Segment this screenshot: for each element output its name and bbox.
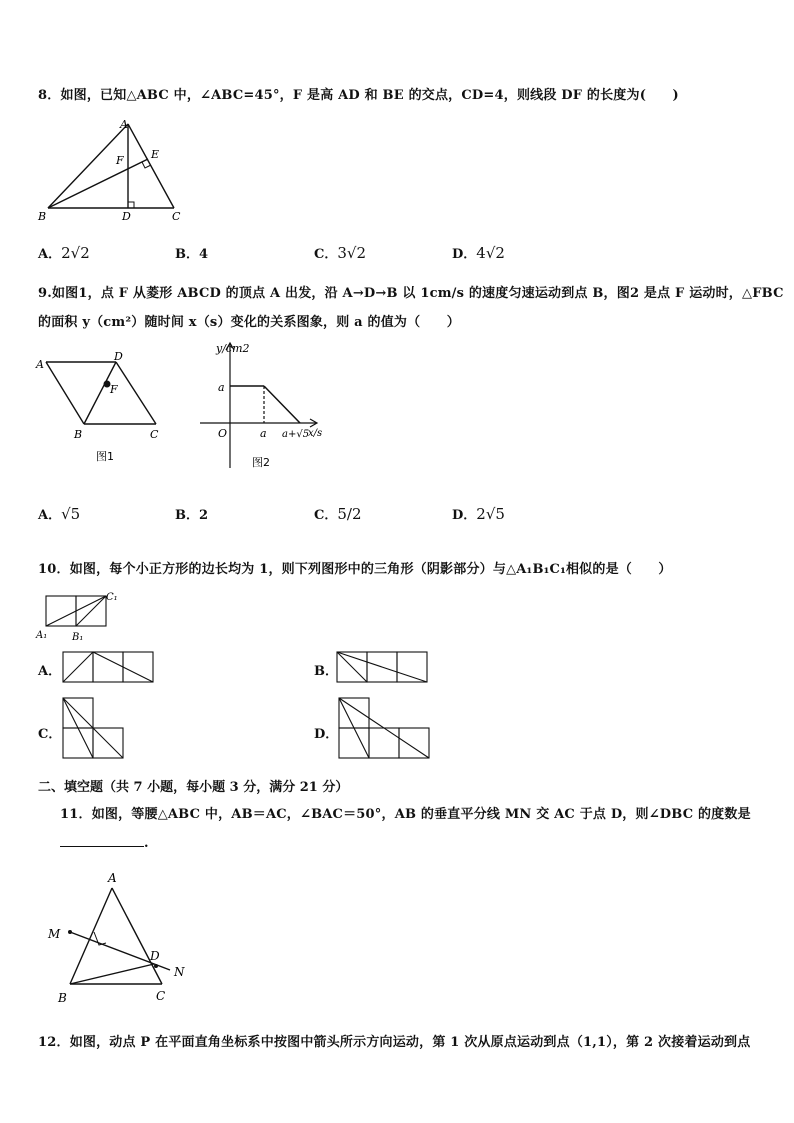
q8-option-b[interactable] (175, 243, 208, 262)
option-letter: A． (38, 508, 62, 523)
q9-fig1-label-a: A (36, 358, 44, 371)
q10-option-a-letter[interactable]: A． (38, 664, 62, 679)
q9-fig1-label-c: C (150, 428, 159, 441)
option-value: 3√2 (337, 244, 367, 262)
q9-option-c[interactable] (314, 504, 362, 523)
option-value: 4√2 (476, 244, 505, 262)
q11-answer-line[interactable] (60, 832, 149, 851)
q8-label-d: D (122, 210, 131, 223)
q9-fig2-a-x-tick: a (260, 427, 267, 440)
q8-label-b: B (38, 210, 47, 223)
question-9-line1: 9.如图1，点 F 从菱形 ABCD 的顶点 A 出发，沿 A→D→B 以 1cm/s 的速度匀速运动到点 B，图2 是点 F 运动时，△FBC (38, 286, 784, 301)
question-8-text: 8．如图，已知△ABC 中，∠ABC=45°，F 是高 AD 和 BE 的交点，CD=4，则线段 DF 的长度为( ) (38, 88, 679, 103)
question-10-text: 10．如图，每个小正方形的边长均为 1，则下列图形中的三角形（阴影部分）与△A₁B₁C₁相似的是（ ） (38, 562, 672, 577)
section-2-title: 二、填空题（共 7 小题，每小题 3 分，满分 21 分） (38, 780, 349, 795)
q8-option-d[interactable] (452, 243, 505, 262)
question-8-figure (34, 114, 194, 226)
q8-label-c: C (172, 210, 181, 223)
option-letter: A． (38, 247, 62, 262)
question-8-options (38, 243, 638, 265)
question-9-options (38, 496, 638, 536)
option-value: 2√5 (476, 505, 505, 523)
q8-label-e: E (151, 148, 160, 161)
q8-option-c[interactable] (314, 243, 366, 262)
q10-option-b-letter[interactable]: B． (314, 664, 338, 679)
option-value: 4 (199, 247, 209, 262)
q8-label-f: F (116, 154, 124, 167)
question-11-figure (40, 866, 200, 1010)
q10-label-a1: A₁ (36, 630, 48, 641)
q10-label-b1: B₁ (72, 632, 84, 643)
q9-option-a[interactable] (38, 504, 80, 523)
option-letter: D． (452, 508, 477, 523)
q11-label-m: M (48, 927, 61, 941)
q9-fig1-caption: 图1 (96, 450, 114, 463)
q9-option-b[interactable] (175, 504, 208, 523)
q10-option-d-letter[interactable]: D． (314, 727, 339, 742)
q9-fig2-y-label: y/cm2 (216, 342, 250, 355)
q9-fig2-origin: O (218, 427, 228, 440)
q11-label-d: D (150, 949, 160, 963)
q9-fig2-caption: 图2 (252, 456, 270, 469)
question-12-text: 12．如图，动点 P 在平面直角坐标系中按图中箭头所示方向运动，第 1 次从原点运动到点（1,1），第 2 次接着运动到点 (38, 1035, 751, 1050)
option-letter: D． (452, 247, 477, 262)
q10-label-c1: C₁ (106, 592, 118, 603)
q9-fig1-label-b: B (74, 428, 83, 441)
q9-option-d[interactable] (452, 504, 505, 523)
q11-label-c: C (156, 989, 166, 1003)
option-value: 5/2 (337, 505, 362, 523)
answer-blank[interactable] (60, 834, 144, 847)
q11-label-b: B (58, 991, 67, 1005)
question-9-figure-2 (196, 338, 346, 474)
q10-option-c-letter[interactable]: C． (38, 727, 62, 742)
question-10-reference-figure (34, 586, 134, 644)
question-9-figure-1 (34, 348, 174, 466)
q9-fig2-a-y-tick: a (218, 381, 225, 394)
q11-label-a: A (108, 871, 117, 885)
option-letter: B． (175, 508, 199, 523)
option-value: 2√2 (61, 244, 90, 262)
q10-option-a-figure[interactable] (62, 650, 156, 684)
q9-fig2-x-label: x/s (308, 428, 323, 439)
q10-option-c-figure[interactable] (62, 696, 126, 760)
option-value: √5 (61, 505, 81, 523)
q10-option-d-figure[interactable] (338, 696, 432, 760)
option-letter: C． (314, 247, 338, 262)
question-9-line2: 的面积 y（cm²）随时间 x（s）变化的关系图象，则 a 的值为（ ） (38, 315, 460, 330)
q9-fig1-label-d: D (114, 350, 123, 363)
q8-label-a: A (120, 118, 128, 131)
q9-fig1-label-f: F (110, 383, 118, 396)
q11-label-n: N (174, 965, 185, 979)
question-11-text: 11．如图，等腰△ABC 中，AB＝AC，∠BAC＝50°，AB 的垂直平分线 MN 交 AC 于点 D，则∠DBC 的度数是 (60, 807, 751, 822)
q10-option-b-figure[interactable] (336, 650, 430, 684)
option-letter: B． (175, 247, 199, 262)
option-value: 2 (199, 508, 209, 523)
q8-option-a[interactable] (38, 243, 90, 262)
q9-fig2-a-plus-tick: a+√5 (282, 429, 310, 440)
q11-period: . (144, 836, 149, 851)
option-letter: C． (314, 508, 338, 523)
